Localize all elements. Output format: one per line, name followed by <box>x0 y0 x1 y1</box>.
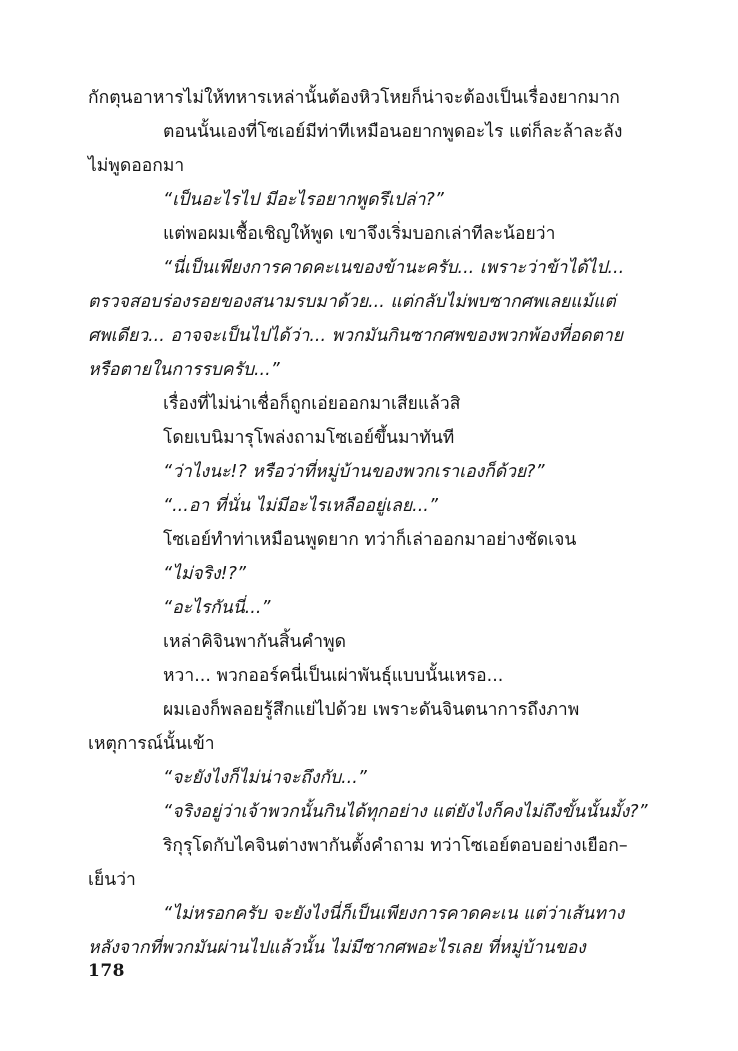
text-line: เหตุการณ์นั้นเข้า <box>88 734 215 754</box>
dialogue-line: “เป็นอะไรไป มีอะไรอยากพูดรึเปล่า?” <box>163 190 444 210</box>
text-line: เหล่าคิจินพากันสิ้นคำพูด <box>163 632 346 652</box>
text-line: แต่พอผมเชื้อเชิญให้พูด เขาจึงเริ่มบอกเล่าทีละน้อยว่า <box>163 224 556 244</box>
dialogue-line: ศพเดียว... อาจจะเป็นไปได้ว่า... พวกมันกินซากศพของพวกพ้องที่อดตาย <box>88 326 623 346</box>
text-line: ริกุรุโดกับไคจินต่างพากันตั้งคำถาม ทว่าโซเอย์ตอบอย่างเยือก– <box>163 836 628 856</box>
dialogue-line: ตรวจสอบร่องรอยของสนามรบมาด้วย... แต่กลับไม่พบซากศพเลยแม้แต่ <box>88 292 616 312</box>
dialogue-line: หลังจากที่พวกมันผ่านไปแล้วนั้น ไม่มีซากศพอะไรเลย ที่หมู่บ้านของ <box>88 938 586 958</box>
text-line: เย็นว่า <box>88 870 136 890</box>
text-line: ไม่พูดออกมา <box>88 156 185 176</box>
text-line: โดยเบนิมารุโพล่งถามโซเอย์ขึ้นมาทันที <box>163 428 455 448</box>
dialogue-line: “นี่เป็นเพียงการคาดคะเนของข้านะครับ... เพราะว่าข้าได้ไป... <box>163 258 625 278</box>
text-line: โซเอย์ทำท่าเหมือนพูดยาก ทว่าก็เล่าออกมาอย่างชัดเจน <box>163 530 577 550</box>
page-number: 178 <box>88 961 125 981</box>
text-line: ผมเองก็พลอยรู้สึกแย่ไปด้วย เพราะดันจินตนาการถึงภาพ <box>163 700 580 720</box>
dialogue-line: หรือตายในการรบครับ...” <box>88 360 280 380</box>
dialogue-line: “จะยังไงก็ไม่น่าจะถึงกับ...” <box>163 768 367 788</box>
text-line: กักตุนอาหารไม่ให้ทหารเหล่านั้นต้องหิวโหยก็น่าจะต้องเป็นเรื่องยากมาก <box>88 88 620 108</box>
dialogue-line: “อะไรกันนี่...” <box>163 598 271 618</box>
dialogue-line: “จริงอยู่ว่าเจ้าพวกนั้นกินได้ทุกอย่าง แต่ยังไงก็คงไม่ถึงขั้นนั้นมั้ง?” <box>163 802 648 822</box>
dialogue-line: “ว่าไงนะ!? หรือว่าที่หมู่บ้านของพวกเราเองก็ด้วย?” <box>163 462 545 482</box>
text-line: หวา... พวกออร์คนี่เป็นเผ่าพันธุ์แบบนั้นเหรอ... <box>163 666 504 686</box>
dialogue-line: “ไม่จริง!?” <box>163 564 246 584</box>
dialogue-line: “...อา ที่นั่น ไม่มีอะไรเหลืออยู่เลย...” <box>163 496 438 516</box>
dialogue-line: “ไม่หรอกครับ จะยังไงนี่ก็เป็นเพียงการคาดคะเน แต่ว่าเส้นทาง <box>163 904 625 924</box>
text-line: ตอนนั้นเองที่โซเอย์มีท่าทีเหมือนอยากพูดอะไร แต่ก็ละล้าละลัง <box>163 122 623 142</box>
text-line: เรื่องที่ไม่น่าเชื่อก็ถูกเอ่ยออกมาเสียแล้วสิ <box>163 394 461 414</box>
